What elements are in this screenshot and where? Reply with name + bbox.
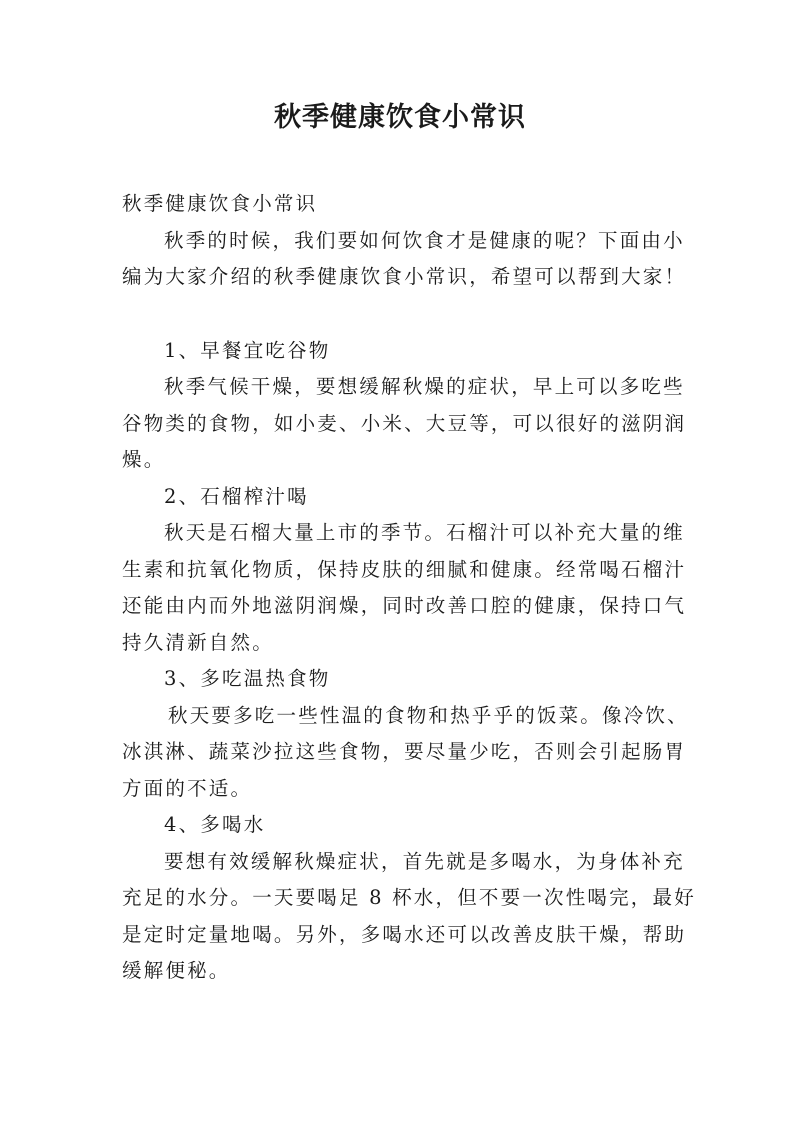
section-heading: 1、早餐宜吃谷物: [164, 338, 331, 362]
page-title: 秋季健康饮食小常识: [274, 102, 526, 133]
document-body: [122, 186, 702, 990]
section-heading: 4、多喝水: [164, 813, 266, 836]
intro-paragraph: 秋季的时候，我们要如何饮食才是健康的呢？下面由小编为大家介绍的秋季健康饮食小常识，希望可以帮到大家！: [122, 228, 687, 288]
section-paragraph: 秋季气候干燥，要想缓解秋燥的症状，早上可以多吃些谷物类的食物，如小麦、小米、大豆等，可以很好的滋阴润燥。: [122, 375, 687, 471]
section-paragraph: 要想有效缓解秋燥症状，首先就是多喝水，为身体补充充足的水分。一天要喝足 8 杯水，但不要一次性喝完，最好是定时定量地喝。另外，多喝水还可以改善皮肤干燥，帮助缓解便秘。: [122, 849, 696, 982]
section-heading: 3、多吃温热食物: [164, 667, 331, 690]
section-paragraph: 秋天要多吃一些性温的食物和热乎乎的饭菜。像冷饮、冰淇淋、蔬菜沙拉这些食物，要尽量少吃，否则会引起肠胃方面的不适。: [122, 703, 689, 800]
section-paragraph: 秋天是石榴大量上市的季节。石榴汁可以补充大量的维生素和抗氧化物质，保持皮肤的细腻和健康。经常喝石榴汁还能由内而外地滋阴润燥，同时改善口腔的健康，保持口气持久清新自然。: [122, 521, 687, 654]
document-subtitle: 秋季健康饮食小常识: [122, 192, 318, 215]
section-heading: 2、石榴榨汁喝: [164, 484, 309, 508]
blank-line: [122, 296, 702, 333]
